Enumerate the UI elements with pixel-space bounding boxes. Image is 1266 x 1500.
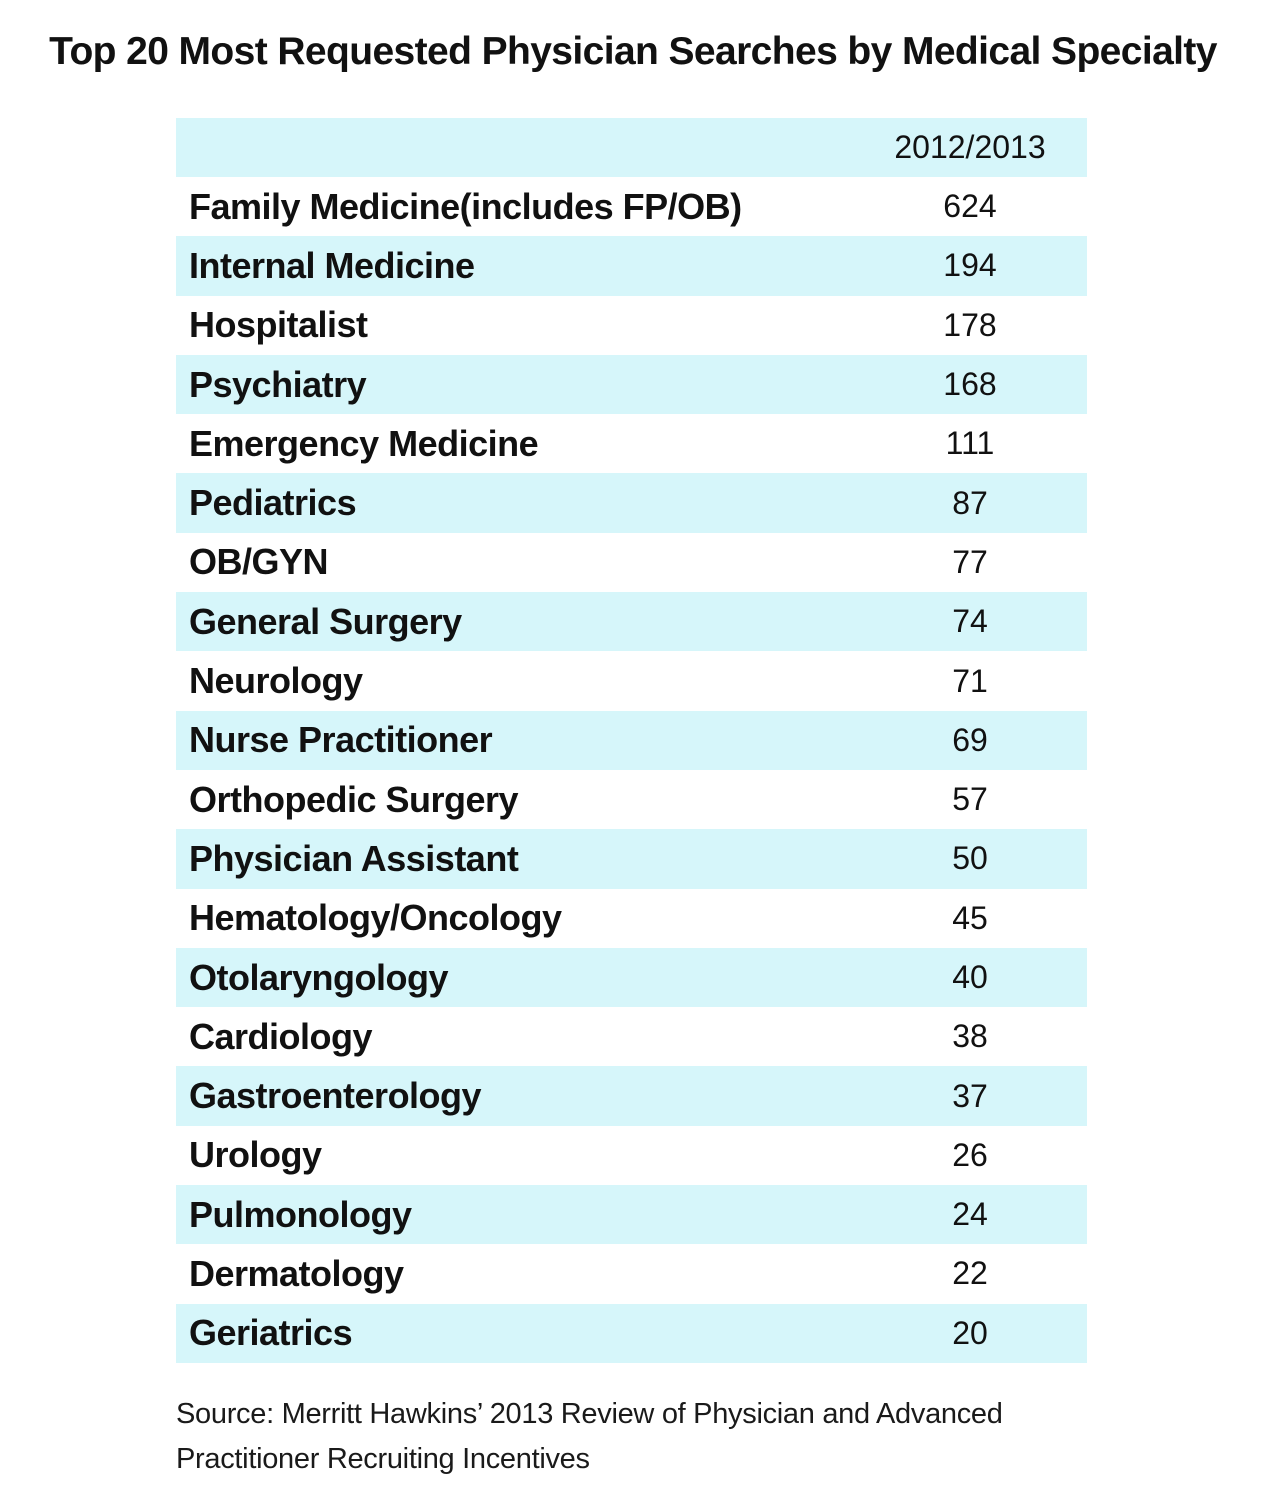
search-count: 87: [952, 484, 988, 521]
specialty-name: Gastroenterology: [189, 1075, 482, 1117]
source-line: Practitioner Recruiting Incentives: [176, 1443, 590, 1475]
chart-title: Top 20 Most Requested Physician Searches by Medical Specialty: [49, 30, 1217, 73]
source-line: Source: Merritt Hawkins’ 2013 Review of Physician and Advanced: [176, 1398, 1003, 1430]
search-count: 37: [952, 1077, 988, 1114]
specialty-name: Orthopedic Surgery: [189, 778, 519, 820]
specialty-name: Nurse Practitioner: [189, 719, 493, 761]
table-row: [176, 533, 1087, 592]
search-count: 50: [952, 840, 988, 877]
search-count: 22: [952, 1255, 988, 1292]
specialty-name: Pediatrics: [189, 482, 357, 524]
search-count: 178: [943, 306, 997, 343]
source-note: [176, 1392, 1176, 1482]
table-row: [176, 177, 1087, 236]
search-count: 57: [952, 781, 988, 818]
table-row: [176, 1126, 1087, 1185]
table-body: [176, 177, 1087, 1363]
specialty-name: Dermatology: [189, 1252, 404, 1294]
search-count: 74: [952, 603, 988, 640]
table-row: [176, 948, 1087, 1007]
specialty-name: Internal Medicine: [189, 244, 475, 286]
column-header: 2012/2013: [894, 129, 1046, 165]
specialty-name: Pulmonology: [189, 1193, 412, 1235]
table-row: [176, 473, 1087, 532]
search-count: 77: [952, 543, 988, 580]
specialty-table: [176, 118, 1087, 1363]
search-count: 111: [945, 425, 995, 462]
search-count: 71: [952, 662, 988, 699]
specialty-name: Cardiology: [189, 1015, 373, 1057]
search-count: 24: [952, 1196, 988, 1233]
table-row: [176, 414, 1087, 473]
table-row: [176, 296, 1087, 355]
specialty-name: OB/GYN: [189, 541, 329, 583]
specialty-name: Physician Assistant: [189, 837, 519, 879]
table-row: [176, 829, 1087, 888]
table-header-row: [176, 118, 1087, 177]
table-row: [176, 1185, 1087, 1244]
table-row: [176, 711, 1087, 770]
specialty-name: Psychiatry: [189, 363, 367, 405]
specialty-name: Neurology: [189, 660, 363, 702]
search-count: 168: [943, 366, 997, 403]
search-count: 26: [952, 1136, 988, 1173]
specialty-name: Geriatrics: [189, 1312, 353, 1354]
table-row: [176, 1304, 1087, 1363]
search-count: 624: [943, 188, 997, 225]
search-count: 38: [952, 1018, 988, 1055]
table-row: [176, 236, 1087, 295]
specialty-name: Family Medicine(includes FP/OB): [189, 185, 742, 227]
table-row: [176, 1007, 1087, 1066]
search-count: 45: [952, 899, 988, 936]
specialty-name: Otolaryngology: [189, 956, 449, 998]
specialty-name: General Surgery: [189, 600, 462, 642]
table-row: [176, 889, 1087, 948]
specialty-name: Urology: [189, 1134, 322, 1176]
table-row: [176, 1066, 1087, 1125]
specialty-name: Hematology/Oncology: [189, 897, 562, 939]
search-count: 69: [952, 721, 988, 758]
table-row: [176, 770, 1087, 829]
specialty-name: Emergency Medicine: [189, 422, 539, 464]
search-count: 194: [943, 247, 997, 284]
specialty-name: Hospitalist: [189, 304, 368, 346]
search-count: 40: [952, 959, 988, 995]
table-row: [176, 1244, 1087, 1303]
table-row: [176, 355, 1087, 414]
table-row: [176, 592, 1087, 651]
table-row: [176, 651, 1087, 710]
search-count: 20: [952, 1314, 988, 1351]
